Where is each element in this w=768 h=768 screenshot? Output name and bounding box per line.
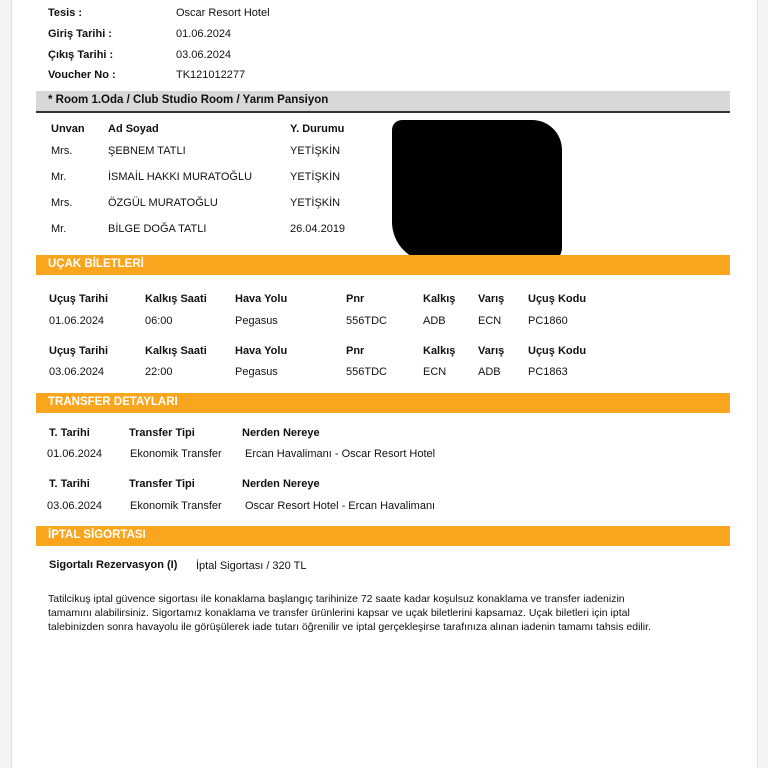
transfers-section-bar	[36, 393, 730, 413]
checkout-label: Çıkış Tarihi :	[48, 49, 114, 61]
insurance-note-line: Tatilcikuş iptal güvence sigortası ile konaklama başlangıç tarihinize 72 saate kadar koşulsuz konaklama ve transfer iadenizin	[48, 593, 625, 605]
flight-date: 01.06.2024	[49, 315, 105, 327]
transfers-title: TRANSFER DETAYLARI	[48, 396, 178, 408]
flight-col-pnr: Pnr	[346, 345, 365, 357]
guest-name: ŞEBNEM TATLI	[108, 145, 186, 157]
transfer-col-date: T. Tarihi	[49, 478, 90, 490]
facility-value: Oscar Resort Hotel	[176, 7, 270, 19]
guest-title: Mr.	[51, 223, 67, 235]
guest-status: YETİŞKİN	[290, 197, 341, 209]
insurance-section-bar	[36, 526, 730, 546]
checkin-label: Giriş Tarihi :	[48, 28, 112, 40]
transfer-type: Ekonomik Transfer	[130, 448, 222, 460]
transfer-date: 01.06.2024	[47, 448, 103, 460]
flight-col-code: Uçuş Kodu	[528, 345, 587, 357]
voucher-page	[12, 0, 757, 768]
room-section-bar	[36, 91, 730, 113]
flight-airline: Pegasus	[235, 366, 278, 378]
transfer-type: Ekonomik Transfer	[130, 500, 222, 512]
insurance-title: İPTAL SİGORTASI	[48, 529, 146, 541]
guest-title: Mrs.	[51, 145, 73, 157]
flight-col-to: Varış	[478, 345, 505, 357]
transfer-route: Ercan Havalimanı - Oscar Resort Hotel	[245, 448, 436, 460]
flight-from: ECN	[423, 366, 447, 378]
voucher-label: Voucher No :	[48, 69, 116, 81]
flight-code: PC1863	[528, 366, 568, 378]
guest-title: Mrs.	[51, 197, 73, 209]
guest-name: İSMAİL HAKKI MURATOĞLU	[108, 171, 253, 183]
guest-status: YETİŞKİN	[290, 145, 341, 157]
flight-col-from: Kalkış	[423, 293, 456, 305]
flight-pnr: 556TDC	[346, 366, 387, 378]
flight-col-airline: Hava Yolu	[235, 293, 288, 305]
flight-col-time: Kalkış Saati	[145, 345, 207, 357]
room-title: * Room 1.Oda / Club Studio Room / Yarım Pansiyon	[48, 94, 329, 106]
transfer-date: 03.06.2024	[47, 500, 103, 512]
flight-col-pnr: Pnr	[346, 293, 365, 305]
col-name: Ad Soyad	[108, 123, 159, 135]
guest-name: BİLGE DOĞA TATLI	[108, 223, 207, 235]
flight-col-airline: Hava Yolu	[235, 345, 288, 357]
guest-title: Mr.	[51, 171, 67, 183]
flight-col-from: Kalkış	[423, 345, 456, 357]
flight-to: ADB	[478, 366, 501, 378]
flights-section-bar	[36, 255, 730, 275]
transfer-col-route: Nerden Nereye	[242, 478, 320, 490]
insurance-note-line: talebinizden sonra havayolu ile görüşülerek iade tutarı öğrenilir ve iptal gerçekleşirse tarafınıza alınan iadenin tamamı tahsis edilir.	[48, 621, 651, 633]
guest-status: YETİŞKİN	[290, 171, 341, 183]
guest-birthdate: 26.04.2019	[290, 223, 346, 235]
flight-col-to: Varış	[478, 293, 505, 305]
insurance-note	[48, 592, 738, 634]
transfer-route: Oscar Resort Hotel - Ercan Havalimanı	[245, 500, 436, 512]
transfer-col-date: T. Tarihi	[49, 427, 90, 439]
insurance-value: İptal Sigortası / 320 TL	[196, 560, 307, 572]
col-status: Y. Durumu	[290, 123, 345, 135]
insurance-note-line: tamamını alabilirsiniz. Sigortamız konaklama ve transfer ürünlerini kapsar ve uçak biletlerini kapsamaz. Uçak biletleri için iptal	[48, 607, 630, 619]
flight-col-date: Uçuş Tarihi	[49, 345, 109, 357]
flights-title: UÇAK BİLETLERİ	[48, 258, 144, 270]
flight-col-date: Uçuş Tarihi	[49, 293, 109, 305]
flight-airline: Pegasus	[235, 315, 278, 327]
redaction-mark	[392, 120, 562, 262]
flight-code: PC1860	[528, 315, 568, 327]
col-title: Unvan	[51, 123, 85, 135]
flight-from: ADB	[423, 315, 446, 327]
voucher-value: TK121012277	[176, 69, 246, 81]
insurance-label: Sigortalı Rezervasyon (I)	[49, 559, 178, 571]
checkout-value: 03.06.2024	[176, 49, 232, 61]
facility-label: Tesis :	[48, 7, 83, 19]
flight-pnr: 556TDC	[346, 315, 387, 327]
transfer-col-route: Nerden Nereye	[242, 427, 320, 439]
flight-time: 22:00	[145, 366, 173, 378]
flight-col-time: Kalkış Saati	[145, 293, 207, 305]
checkin-value: 01.06.2024	[176, 28, 232, 40]
flight-col-code: Uçuş Kodu	[528, 293, 587, 305]
guest-name: ÖZGÜL MURATOĞLU	[108, 197, 218, 209]
transfer-col-type: Transfer Tipi	[129, 427, 195, 439]
flight-time: 06:00	[145, 315, 173, 327]
flight-date: 03.06.2024	[49, 366, 105, 378]
transfer-col-type: Transfer Tipi	[129, 478, 195, 490]
flight-to: ECN	[478, 315, 502, 327]
